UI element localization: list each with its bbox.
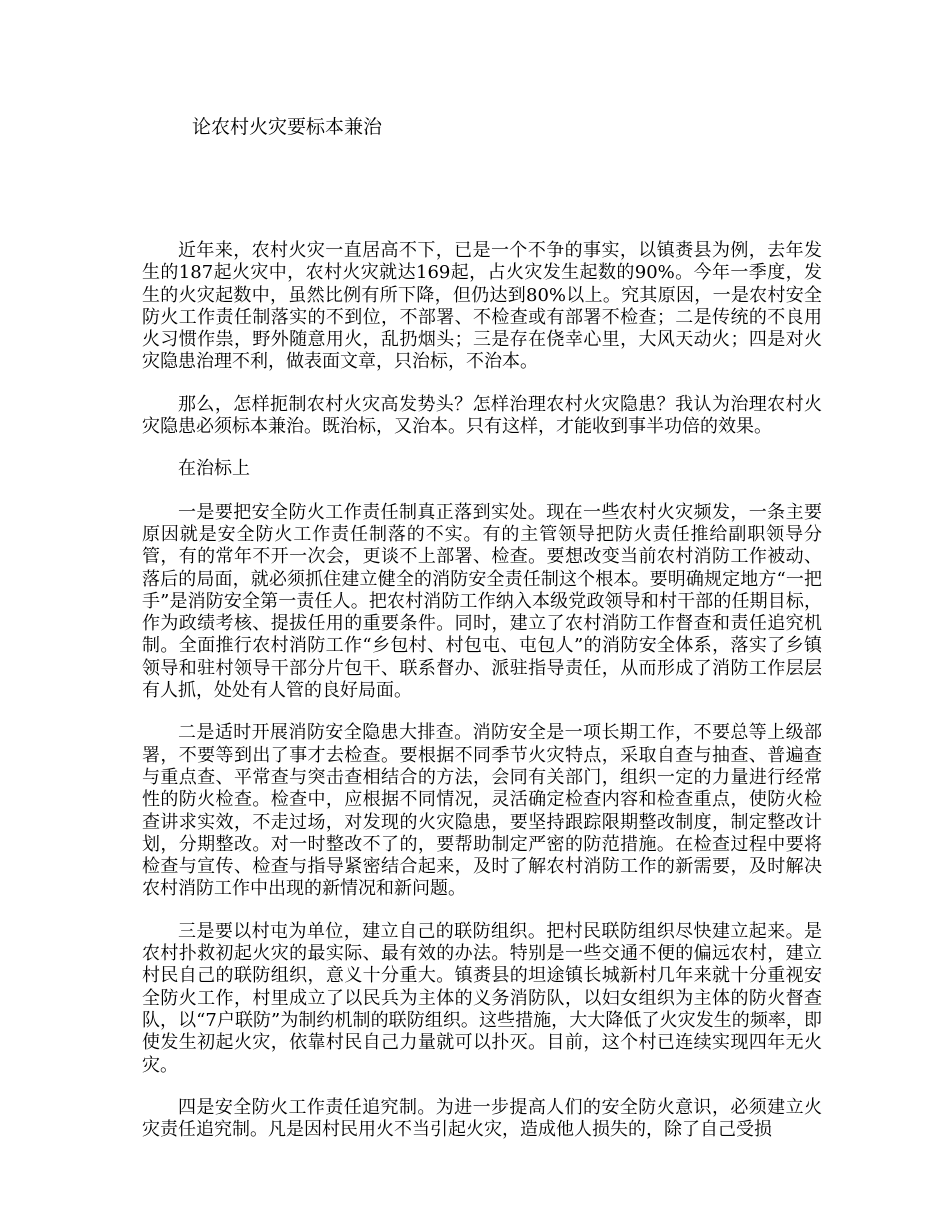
paragraph-intro: 近年来，农村火灾一直居高不下，已是一个不争的事实，以镇赉县为例，去年发生的187起火灾中，农村火灾就达169起，占火灾发生起数的90%。今年一季度，发生的火灾起数中，虽然比例有所下降，但仍达到80%以上。究其原因，一是农村安全防火工作责任制落实的不到位，不部署、不检查或有部署不检查；二是传统的不良用火习惯作祟，野外随意用火，乱扔烟头；三是存在侥幸心里，大风天动火；四是对火灾隐患治理不利，做表面文章，只治标，不治本。 bbox=[142, 240, 822, 373]
paragraph-point-3: 三是要以村屯为单位，建立自己的联防组织。把村民联防组织尽快建立起来。是农村扑救初起火灾的最实际、最有效的办法。特别是一些交通不便的偏远农村，建立村民自己的联防组织，意义十分重大。镇赉县的坦途镇长城新村几年来就十分重视安全防火工作，村里成立了以民兵为主体的义务消防队，以妇女组织为主体的防火督查队，以“7户联防”为制约机制的联防组织。这些措施，大大降低了火灾发生的频率，即使发生初起火灾，依靠村民自己力量就可以扑灭。目前，这个村已连续实现四年无火灾。 bbox=[142, 920, 822, 1076]
document-body bbox=[142, 240, 822, 1161]
document-title: 论农村火灾要标本兼治 bbox=[192, 116, 383, 138]
paragraph-point-1: 一是要把安全防火工作责任制真正落到实处。现在一些农村火灾频发，一条主要原因就是安全防火工作责任制落的不实。有的主管领导把防火责任推给副职领导分管，有的常年不开一次会，更谈不上部署、检查。要想改变当前农村消防工作被动、落后的局面，就必须抓住建立健全的消防安全责任制这个根本。要明确规定地方“一把手”是消防安全第一责任人。把农村消防工作纳入本级党政领导和村干部的任期目标，作为政绩考核、提拔任用的重要条件。同时，建立了农村消防工作督查和责任追究机制。全面推行农村消防工作“乡包村、村包屯、屯包人”的消防安全体系，落实了乡镇领导和驻村领导干部分片包干、联系督办、派驻指导责任，从而形成了消防工作层层有人抓，处处有人管的良好局面。 bbox=[142, 501, 822, 702]
paragraph-thesis: 那么，怎样扼制农村火灾高发势头？怎样治理农村火灾隐患？我认为治理农村火灾隐患必须标本兼治。既治标，又治本。只有这样，才能收到事半功倍的效果。 bbox=[142, 393, 822, 438]
paragraph-point-2: 二是适时开展消防安全隐患大排查。消防安全是一项长期工作，不要总等上级部署，不要等到出了事才去检查。要根据不同季节火灾特点，采取自查与抽查、普遍查与重点查、平常查与突击查相结合的方法，会同有关部门，组织一定的力量进行经常性的防火检查。检查中，应根据不同情况，灵活确定检查内容和检查重点，使防火检查讲求实效，不走过场，对发现的火灾隐患，要坚持跟踪限期整改制度，制定整改计划，分期整改。对一时整改不了的，要帮助制定严密的防范措施。在检查过程中要将检查与宣传、检查与指导紧密结合起来，及时了解农村消防工作的新需要，及时解决农村消防工作中出现的新情况和新问题。 bbox=[142, 722, 822, 900]
paragraph-point-4: 四是安全防火工作责任追究制。为进一步提高人们的安全防火意识，必须建立火灾责任追究制。凡是因村民用火不当引起火灾，造成他人损失的，除了自己受损 bbox=[142, 1096, 822, 1141]
section-heading-treat-symptoms: 在治标上 bbox=[178, 458, 250, 480]
